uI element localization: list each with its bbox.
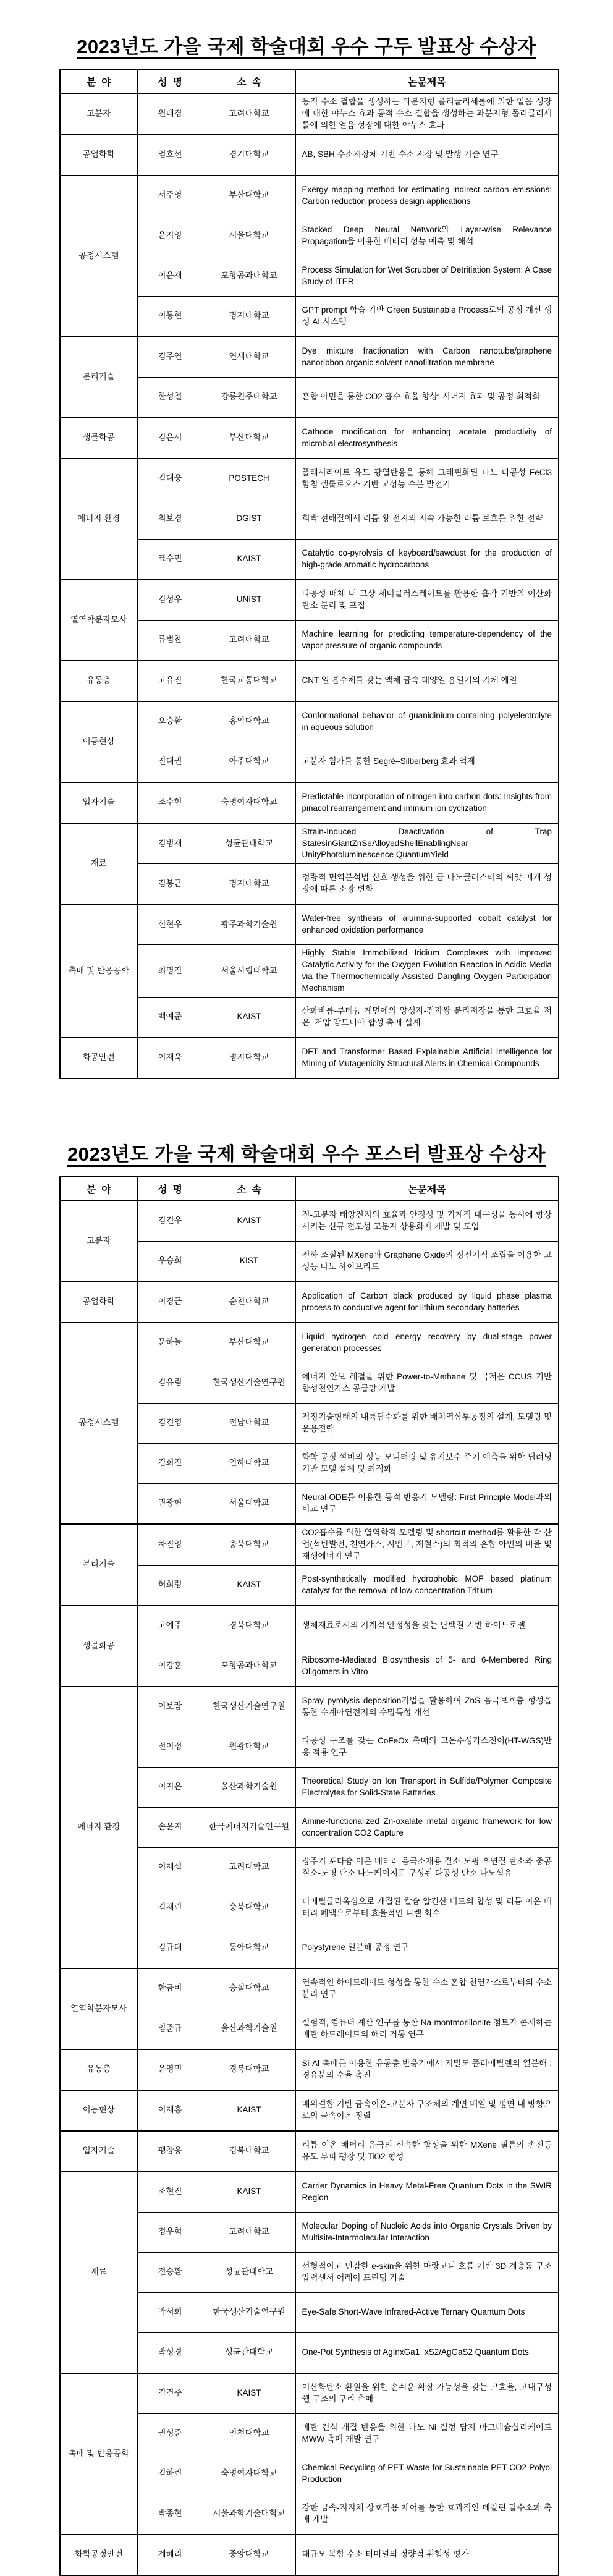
paper-title-cell: 희박 전해질에서 리튬-황 전지의 지속 가능한 리튬 보호를 위한 전략: [295, 499, 559, 539]
paper-title-cell: Chemical Recycling of PET Waste for Sustainable PET-CO2 Polyol Production: [295, 2454, 559, 2494]
paper-title-cell: 화학 공정 설비의 성능 모니터링 및 유지보수 주기 예측을 위한 딥러닝 기반 모델 설계 및 최적화: [295, 1443, 559, 1483]
paper-title-cell: 전-고분자 태양전지의 효율과 안정성 및 기계적 내구성을 동시에 향상시키는 신규 전도성 고분자 상용화제 개발 및 도입: [295, 1201, 559, 1242]
paper-title-cell: 에너지 안보 해결을 위한 Power-to-Methane 및 극저온 CCUS 기반 합성천연가스 공급망 개발: [295, 1363, 559, 1403]
affiliation-cell: KAIST: [203, 997, 295, 1038]
paper-title-cell: Post-synthetically modified hydrophobic MOF based platinum catalyst for the removal of low-concentration Tritium: [295, 1565, 559, 1606]
name-cell: 이재홍: [137, 2090, 203, 2131]
field-cell: 촉매 및 반응공학: [60, 2373, 137, 2535]
affiliation-cell: UNIST: [203, 580, 295, 621]
table-header: [60, 1177, 559, 1201]
affiliation-cell: 부산대학교: [203, 176, 295, 216]
paper-title-cell: 다공성 매체 내 고상 세미클러스레이트를 활용한 흡착 기반의 이산화탄소 분리 및 포집: [295, 580, 559, 621]
affiliation-cell: 중앙대학교: [203, 2535, 295, 2575]
paper-title-cell: Liquid hydrogen cold energy recovery by dual-stage power generation processes: [295, 1323, 559, 1363]
name-cell: 김채린: [137, 1888, 203, 1928]
table-row: [60, 1038, 559, 1078]
affiliation-cell: 포항공과대학교: [203, 1646, 295, 1687]
affiliation-cell: 순천대학교: [203, 1282, 295, 1323]
name-cell: 김규태: [137, 1928, 203, 1968]
paper-title-cell: 다공성 구조를 갖는 CoFeOx 촉매의 고온수성가스전이(HT-WGS)반응 적용 연구: [295, 1727, 559, 1767]
affiliation-cell: 서울대학교: [203, 216, 295, 256]
page-title: 2023년도 가을 국제 학술대회 우수 포스터 발표상 수상자: [67, 1143, 546, 1165]
affiliation-cell: 고려대학교: [203, 2212, 295, 2252]
table-row: [60, 2049, 559, 2090]
column-header-paper-title: 논문제목: [295, 69, 559, 93]
column-header-name: 성 명: [137, 69, 203, 93]
affiliation-cell: 전남대학교: [203, 1403, 295, 1443]
field-cell: 입자기술: [60, 782, 137, 823]
table-row: [60, 1606, 559, 1646]
field-cell: 입자기술: [60, 2131, 137, 2172]
paper-title-cell: Exergy mapping method for estimating indirect carbon emissions: Carbon reduction process design applications: [295, 176, 559, 216]
name-cell: 이재섭: [137, 1847, 203, 1888]
name-cell: 고예주: [137, 1606, 203, 1646]
award-table-body: [60, 93, 559, 1078]
field-cell: 촉매 및 반응공학: [60, 904, 137, 1038]
paper-title-cell: 배위결합 기반 금속이온-고분자 구조체의 계면 배열 및 평면 내 방향으로의 금속이온 정렬: [295, 2090, 559, 2131]
table-row: [60, 2131, 559, 2172]
table-row: [60, 1282, 559, 1323]
column-header-affiliation: 소 속: [203, 69, 295, 93]
affiliation-cell: POSTECH: [203, 459, 295, 499]
paper-title-cell: 산화바륨-루테늄 계면에의 양성자-전자쌍 분리저장을 통한 고효율 저온, 저압 암모니아 합성 촉매 설계: [295, 997, 559, 1038]
field-cell: 생물화공: [60, 1606, 137, 1687]
field-cell: 열역학분자모사: [60, 580, 137, 661]
name-cell: 조현진: [137, 2172, 203, 2213]
affiliation-cell: DGIST: [203, 499, 295, 539]
table-row: [60, 176, 559, 216]
name-cell: 최명진: [137, 945, 203, 998]
name-cell: 김유림: [137, 1363, 203, 1403]
affiliation-cell: KAIST: [203, 2090, 295, 2131]
field-cell: 화학공정안전: [60, 2535, 137, 2575]
paper-title-cell: 장주기 포타슘-이온 배터리 음극소재용 질소-도핑 흑연질 탄소와 중공 질소-도핑 탄소 나노케이지로 구성된 다공성 탄소 나노섬유: [295, 1847, 559, 1888]
affiliation-cell: 광주과학기술원: [203, 904, 295, 945]
affiliation-cell: 충북대학교: [203, 1524, 295, 1565]
name-cell: 이강훈: [137, 1646, 203, 1687]
paper-title-cell: Eye-Safe Short-Wave Infrared-Active Ternary Quantum Dots: [295, 2292, 559, 2332]
paper-title-cell: 정량적 면역분석법 신호 생성을 위한 금 나노클러스터의 씨앗-매개 성장에 따른 소광 변화: [295, 864, 559, 905]
column-header-field: 분 야: [60, 69, 137, 93]
name-cell: 전이정: [137, 1727, 203, 1767]
field-cell: 이동현상: [60, 701, 137, 782]
field-cell: 분리기술: [60, 337, 137, 418]
name-cell: 김건주: [137, 2373, 203, 2414]
name-cell: 권성준: [137, 2413, 203, 2454]
paper-title-cell: Application of Carbon black produced by liquid phase plasma process to conductive agent for lithium secondary batteries: [295, 1282, 559, 1323]
affiliation-cell: 인하대학교: [203, 1443, 295, 1483]
field-cell: 공정시스템: [60, 176, 137, 337]
name-cell: 조수현: [137, 782, 203, 823]
affiliation-cell: 고려대학교: [203, 1847, 295, 1888]
field-cell: 화공안전: [60, 1038, 137, 1078]
paper-title-cell: 전하 조절된 MXene과 Graphene Oxide의 정전기적 조립을 이용한 고성능 나노 하이브리드: [295, 1241, 559, 1282]
paper-title-cell: 동적 수소 결합을 생성하는 과분지형 폴리글리세롤에 의한 얼음 성장에 대한 야누스 효과 동적 수소 결합을 생성하는 과분지형 폴리글리세롤에 의한 얼음 성장에 대한 야누스 효과: [295, 93, 559, 135]
table-row: [60, 2090, 559, 2131]
table-row: [60, 135, 559, 176]
affiliation-cell: 서울과학기술대학교: [203, 2494, 295, 2535]
name-cell: 이경근: [137, 1282, 203, 1323]
affiliation-cell: KAIST: [203, 1201, 295, 1242]
table-row: [60, 459, 559, 499]
field-cell: 고분자: [60, 93, 137, 135]
field-cell: 유동층: [60, 2049, 137, 2090]
paper-title-cell: CO2흡수를 위한 열역학적 모델링 및 shortcut method를 활용한 각 산업(석탄발전, 천연가스, 시멘트, 제철소)의 최적의 혼합 아민의 비율 및 재생에너지 연구: [295, 1524, 559, 1565]
award-table: [59, 69, 559, 1079]
affiliation-cell: 서울시립대학교: [203, 945, 295, 998]
field-cell: 열역학분자모사: [60, 1968, 137, 2049]
name-cell: 이윤재: [137, 256, 203, 296]
affiliation-cell: KAIST: [203, 2373, 295, 2414]
name-cell: 박성경: [137, 2332, 203, 2373]
name-cell: 손윤지: [137, 1807, 203, 1847]
paper-title-cell: Si-Al 촉매를 이용한 유동층 반응기에서 저밀도 폴리에틸렌의 열분해 : 경유분의 수율 촉진: [295, 2049, 559, 2090]
paper-title-cell: Process Simulation for Wet Scrubber of Detritiation System: A Case Study of ITER: [295, 256, 559, 296]
affiliation-cell: 명지대학교: [203, 1038, 295, 1078]
name-cell: 표수민: [137, 539, 203, 580]
paper-title-cell: Conformational behavior of guanidinium-containing polyelectrolyte in aqueous solution: [295, 701, 559, 742]
table-row: [60, 337, 559, 378]
paper-title-cell: 연속적인 하이드레이트 형성을 통한 수소 혼합 천연가스로부터의 수소 분리 연구: [295, 1968, 559, 2009]
affiliation-cell: KAIST: [203, 2172, 295, 2213]
affiliation-cell: 강릉원주대학교: [203, 377, 295, 418]
paper-title-cell: 리튬 이온 배터리 음극의 신속한 합성을 위한 MXene 필름의 손전등 유도 부피 팽창 및 TiO2 형성: [295, 2131, 559, 2172]
table-row: [60, 904, 559, 945]
affiliation-cell: 인천대학교: [203, 2413, 295, 2454]
field-cell: 고분자: [60, 1201, 137, 1282]
paper-title-cell: 플래시라이트 유도 광열반응을 통해 그래핀화된 나노 다공성 FeCl3 함침 셀룰로오스 기반 고성능 수분 발전기: [295, 459, 559, 499]
paper-title-cell: 적정기술형태의 내륙담수화를 위한 배치역삼투공정의 설계, 모델링 및 운용전략: [295, 1403, 559, 1443]
name-cell: 이보람: [137, 1687, 203, 1727]
name-cell: 김대웅: [137, 459, 203, 499]
name-cell: 김건우: [137, 1201, 203, 1242]
paper-title-cell: DFT and Transformer Based Explainable Artificial Intelligence for Mining of Mutagenicity Structural Alerts in Chemical Compounds: [295, 1038, 559, 1078]
table-row: [60, 701, 559, 742]
name-cell: 김주연: [137, 337, 203, 378]
field-cell: 생물화공: [60, 418, 137, 459]
paper-title-cell: Predictable incorporation of nitrogen into carbon dots: Insights from pinacol rearrangement and iminium ion cyclization: [295, 782, 559, 823]
affiliation-cell: 울산과학기술원: [203, 1767, 295, 1807]
name-cell: 팽창응: [137, 2131, 203, 2172]
field-cell: 이동현상: [60, 2090, 137, 2131]
name-cell: 우승희: [137, 1241, 203, 1282]
paper-title-cell: 혼합 아민을 통한 CO2 흡수 효율 향상: 시너지 효과 및 공정 최적화: [295, 377, 559, 418]
table-row: [60, 1968, 559, 2009]
affiliation-cell: 성균관대학교: [203, 2332, 295, 2373]
name-cell: 김희진: [137, 1443, 203, 1483]
paper-title-cell: Amine-functionalized Zn-oxalate metal organic framework for low concentration CO2 Capture: [295, 1807, 559, 1847]
table-row: [60, 661, 559, 701]
affiliation-cell: 서울대학교: [203, 1483, 295, 1524]
name-cell: 이동현: [137, 296, 203, 337]
page-title: 2023년도 가을 국제 학술대회 우수 구두 발표상 수상자: [77, 36, 536, 57]
affiliation-cell: KAIST: [203, 539, 295, 580]
paper-title-cell: Polystyrene 열분해 공정 연구: [295, 1928, 559, 1968]
name-cell: 차진영: [137, 1524, 203, 1565]
affiliation-cell: 경북대학교: [203, 2131, 295, 2172]
name-cell: 계혜리: [137, 2535, 203, 2575]
affiliation-cell: 동아대학교: [203, 1928, 295, 1968]
name-cell: 김건영: [137, 1403, 203, 1443]
name-cell: 김봉근: [137, 864, 203, 905]
affiliation-cell: 부산대학교: [203, 1323, 295, 1363]
affiliation-cell: 원광대학교: [203, 1727, 295, 1767]
name-cell: 김은서: [137, 418, 203, 459]
award-table: [59, 1176, 559, 2576]
paper-title-cell: 대규모 복합 수소 터미널의 정량적 위험성 평가: [295, 2535, 559, 2575]
name-cell: 정우혁: [137, 2212, 203, 2252]
name-cell: 한금비: [137, 1968, 203, 2009]
affiliation-cell: 홍익대학교: [203, 701, 295, 742]
paper-title-cell: Cathode modification for enhancing acetate productivity of microbial electrosynthesis: [295, 418, 559, 459]
affiliation-cell: 부산대학교: [203, 418, 295, 459]
affiliation-cell: 울산과학기술원: [203, 2009, 295, 2049]
affiliation-cell: 한국교통대학교: [203, 661, 295, 701]
affiliation-cell: 성균관대학교: [203, 2252, 295, 2292]
affiliation-cell: KIST: [203, 1241, 295, 1282]
affiliation-cell: 한국생산기술연구원: [203, 1687, 295, 1727]
affiliation-cell: 명지대학교: [203, 296, 295, 337]
field-cell: 에너지 환경: [60, 459, 137, 580]
affiliation-cell: 고려대학교: [203, 93, 295, 135]
name-cell: 문하늘: [137, 1323, 203, 1363]
table-row: [60, 782, 559, 823]
paper-title-cell: 메탄 건식 개질 반응을 위한 나노 Ni 결정 담지 마그네슘실리케이트 MWW 촉매 개발 연구: [295, 2413, 559, 2454]
field-cell: 분리기술: [60, 1524, 137, 1606]
paper-title-cell: Machine learning for predicting temperature-dependency of the vapor pressure of organic compounds: [295, 620, 559, 661]
field-cell: 재료: [60, 823, 137, 905]
name-cell: 엄호선: [137, 135, 203, 176]
table-row: [60, 580, 559, 621]
name-cell: 김병재: [137, 823, 203, 864]
name-cell: 류범찬: [137, 620, 203, 661]
affiliation-cell: 포항공과대학교: [203, 256, 295, 296]
affiliation-cell: 성균관대학교: [203, 823, 295, 864]
paper-title-cell: Stacked Deep Neural Network와 Layer-wise Relevance Propagation을 이용한 배터리 성능 예측 및 해석: [295, 216, 559, 256]
name-cell: 서주영: [137, 176, 203, 216]
paper-title-cell: CNT 열 흡수체를 갖는 액체 금속 태양열 흡열기의 기체 예열: [295, 661, 559, 701]
paper-title-cell: 디메틸글리옥심으로 개질된 칼슘 알긴산 비드의 합성 및 리튬 이온 배터리 폐액으로부터 효율적인 니켈 회수: [295, 1888, 559, 1928]
paper-title-cell: Molecular Doping of Nucleic Acids into Organic Crystals Driven by Multisite-Intermolecular Interaction: [295, 2212, 559, 2252]
name-cell: 한성철: [137, 377, 203, 418]
name-cell: 윤지영: [137, 216, 203, 256]
table-row: [60, 1201, 559, 1242]
column-header-paper-title: 논문제목: [295, 1177, 559, 1201]
paper-title-cell: Catalytic co-pyrolysis of keyboard/sawdust for the production of high-grade aromatic hydrocarbons: [295, 539, 559, 580]
award-table-body: [60, 1201, 559, 2575]
name-cell: 이지은: [137, 1767, 203, 1807]
name-cell: 김하린: [137, 2454, 203, 2494]
name-cell: 허희령: [137, 1565, 203, 1606]
field-cell: 공정시스템: [60, 1323, 137, 1524]
paper-title-cell: AB, SBH 수소저장체 기반 수소 저장 및 발생 기술 연구: [295, 135, 559, 176]
table-row: [60, 1323, 559, 1363]
paper-title-cell: 선형적이고 민감한 e-skin을 위한 마랑고니 흐름 기반 3D 계층돔 구조 압력센서 어레이 프린팅 기술: [295, 2252, 559, 2292]
table-header: [60, 69, 559, 93]
affiliation-cell: 고려대학교: [203, 620, 295, 661]
table-row: [60, 418, 559, 459]
name-cell: 백예준: [137, 997, 203, 1038]
affiliation-cell: 숭실대학교: [203, 1968, 295, 2009]
name-cell: 원태경: [137, 93, 203, 135]
affiliation-cell: 한국생산기술연구원: [203, 1363, 295, 1403]
table-row: [60, 2172, 559, 2213]
field-cell: 공업화학: [60, 135, 137, 176]
paper-title-cell: One-Pot Synthesis of AgInxGa1−xS2/AgGaS2 Quantum Dots: [295, 2332, 559, 2373]
column-header-affiliation: 소 속: [203, 1177, 295, 1201]
name-cell: 윤영민: [137, 2049, 203, 2090]
affiliation-cell: 충북대학교: [203, 1888, 295, 1928]
table-row: [60, 2535, 559, 2575]
field-cell: 재료: [60, 2172, 137, 2373]
field-cell: 공업화학: [60, 1282, 137, 1323]
name-cell: 고유진: [137, 661, 203, 701]
paper-title-cell: Strain-Induced Deactivation of Trap StatesinGiantZnSeAlloyedShellEnablingNear-UnityPhotoluminescence QuantumYield: [295, 823, 559, 864]
affiliation-cell: 숙명여자대학교: [203, 782, 295, 823]
paper-title-cell: Spray pyrolysis deposition기법을 활용하여 ZnS 음극보호층 형성을 통한 수계아연전지의 수명특성 개선: [295, 1687, 559, 1727]
field-cell: 유동층: [60, 661, 137, 701]
affiliation-cell: 명지대학교: [203, 864, 295, 905]
affiliation-cell: 경기대학교: [203, 135, 295, 176]
column-header-name: 성 명: [137, 1177, 203, 1201]
paper-title-cell: Water-free synthesis of alumina-supported cobalt catalyst for enhanced oxidation performance: [295, 904, 559, 945]
paper-title-cell: 강한 금속-지지체 상호작용 제어를 통한 효과적인 데칼린 탈수소화 촉매 개발: [295, 2494, 559, 2535]
name-cell: 최보경: [137, 499, 203, 539]
paper-title-cell: 생체재료로서의 기계적 안정성을 갖는 단백질 기반 하이드로젤: [295, 1606, 559, 1646]
paper-title-cell: Neural ODE를 이용한 동적 반응기 모델링: First-Principle Model과의 비교 연구: [295, 1483, 559, 1524]
paper-title-cell: Highly Stable Immobilized Iridium Complexes with Improved Catalytic Activity for the Oxygen Evolution Reaction in Acidic Media via the Thermochemically Assisted Dangling Oxygen Participation Mechanism: [295, 945, 559, 998]
table-row: [60, 823, 559, 864]
column-header-field: 분 야: [60, 1177, 137, 1201]
affiliation-cell: 아주대학교: [203, 742, 295, 782]
paper-title-cell: 고분자 첨가를 통한 Segré–Silberberg 효과 억제: [295, 742, 559, 782]
name-cell: 오승환: [137, 701, 203, 742]
affiliation-cell: 연세대학교: [203, 337, 295, 378]
paper-title-cell: Theoretical Study on Ion Transport in Sulfide/Polymer Composite Electrolytes for Solid-State Batteries: [295, 1767, 559, 1807]
paper-title-cell: Ribosome-Mediated Biosynthesis of 5- and 6-Membered Ring Oligomers in Vitro: [295, 1646, 559, 1687]
name-cell: 권광현: [137, 1483, 203, 1524]
table-row: [60, 2373, 559, 2414]
affiliation-cell: KAIST: [203, 1565, 295, 1606]
name-cell: 전승환: [137, 2252, 203, 2292]
table-row: [60, 1524, 559, 1565]
paper-title-cell: Carrier Dynamics in Heavy Metal-Free Quantum Dots in the SWIR Region: [295, 2172, 559, 2213]
name-cell: 박종현: [137, 2494, 203, 2535]
paper-title-cell: 이산화탄소 환원을 위한 손쉬운 확장 가능성을 갖는 고효율, 고내구성 쉘 구조의 구리 촉매: [295, 2373, 559, 2414]
affiliation-cell: 경북대학교: [203, 2049, 295, 2090]
table-row: [60, 93, 559, 135]
poster-award-section: [0, 1079, 613, 2576]
name-cell: 박서희: [137, 2292, 203, 2332]
name-cell: 임준규: [137, 2009, 203, 2049]
field-cell: 에너지 환경: [60, 1687, 137, 1968]
affiliation-cell: 숙명여자대학교: [203, 2454, 295, 2494]
table-row: [60, 1687, 559, 1727]
paper-title-cell: GPT prompt 학습 기반 Green Sustainable Process로의 공정 개선 생성 AI 시스템: [295, 296, 559, 337]
affiliation-cell: 한국생산기술연구원: [203, 2292, 295, 2332]
name-cell: 신현우: [137, 904, 203, 945]
name-cell: 진대권: [137, 742, 203, 782]
affiliation-cell: 한국에너지기술연구원: [203, 1807, 295, 1847]
paper-title-cell: Dye mixture fractionation with Carbon nanotube/graphene nanoribbon organic solvent nanofiltration membrane: [295, 337, 559, 378]
name-cell: 이재욱: [137, 1038, 203, 1078]
oral-award-section: [0, 0, 613, 1079]
affiliation-cell: 경북대학교: [203, 1606, 295, 1646]
name-cell: 김성우: [137, 580, 203, 621]
paper-title-cell: 실험적, 컴퓨터 계산 연구를 통한 Na-montmorillonite 점토가 존재하는 메탄 하드레이트의 해리 거동 연구: [295, 2009, 559, 2049]
